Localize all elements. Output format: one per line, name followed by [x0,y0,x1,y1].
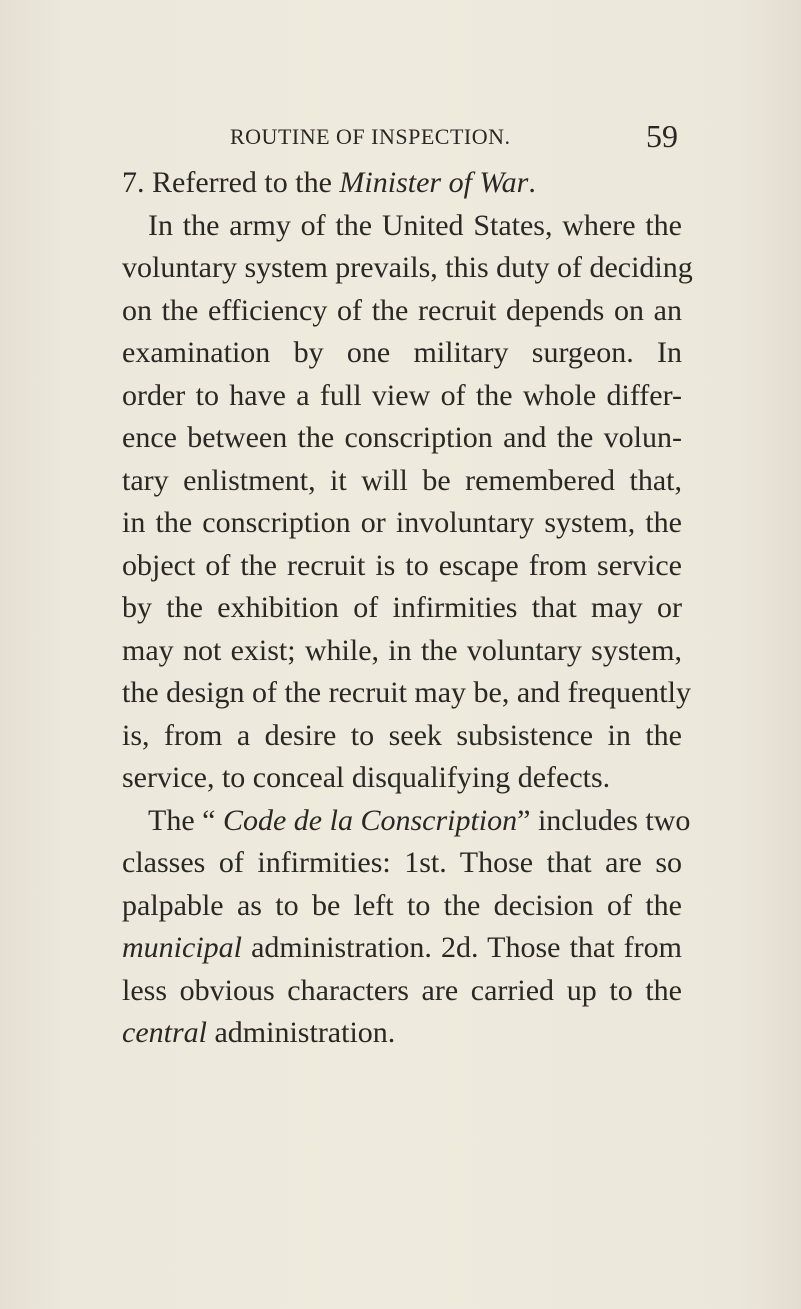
paragraph-2-line: The “ Code de la Conscription” includes two [148,803,691,837]
paragraph-1-line: order to have a full view of the whole differ- [122,378,682,412]
item-7: 7. Referred to the Minister of War. [122,166,536,199]
paragraph-1-line: voluntary system prevails, this duty of deciding [122,251,693,284]
paragraph-1-line: object of the recruit is to escape from service [122,548,682,582]
page-header [230,118,678,158]
paragraph-1-line: examination by one military surgeon. In [122,336,682,369]
running-head: ROUTINE OF INSPECTION. [230,124,511,149]
paragraph-2-line: classes of infirmities: 1st. Those that are so [122,846,682,879]
paragraph-1-line: in the conscription or involuntary system, the [122,506,682,539]
paragraph-1-line: by the exhibition of infirmities that may or [122,591,682,624]
paragraph-1-line: ence between the conscription and the volun- [122,421,682,454]
paragraph-1-line: the design of the recruit may be, and frequently [122,676,691,709]
municipal-italic: municipal [122,931,242,964]
page-number: 59 [646,118,678,154]
paragraph-1-line: may not exist; while, in the voluntary system, [122,633,682,667]
minister-of-war-italic: Minister of War [339,166,529,199]
paragraph-1-line: service, to conceal disqualifying defects. [122,761,611,794]
paragraph-2-line: palpable as to be left to the decision of the [122,888,682,922]
paragraph-1-line: is, from a desire to seek subsistence in the [122,718,682,752]
body-text [122,162,693,1055]
paragraph-1-line: on the efficiency of the recruit depends on an [122,293,682,327]
paragraph-2-line: municipal administration. 2d. Those that from [122,931,682,964]
code-de-la-conscription-italic: Code de la Conscription [222,803,518,837]
paragraph-2-line: less obvious characters are carried up to the [122,973,682,1007]
paragraph-1-line: tary enlistment, it will be remembered that, [122,463,682,497]
paragraph-2-line: central administration. [122,1016,396,1049]
paragraph-1-line: In the army of the United States, where the [148,208,682,242]
central-italic: central [122,1016,207,1049]
